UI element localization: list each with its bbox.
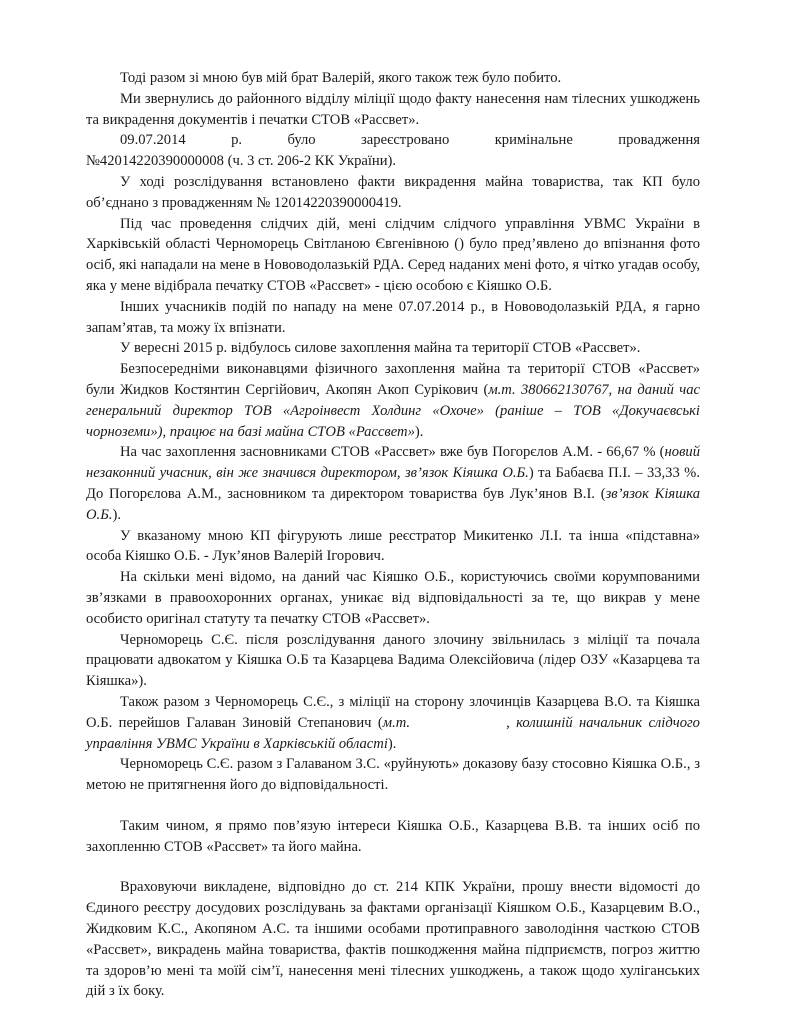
- executors-note: м.т. 380662130767, на даний час генеральний директор ТОВ «Агроінвест Холдинг «Охоче» (раніше – ТОВ «Докучаєвські чорноземи»), працює на базі майна СТОВ «Рассвет»: [86, 381, 701, 440]
- paragraph-executors: Безпосередніми виконавцями фізичного захоплення майна та території СТОВ «Рассвет» були Жидков Костянтин Сергійович, Акопян Акоп Сурікович (м.т. 380662130767, на даний час генеральний директор ТОВ «Агроінвест Холдинг «Охоче» (раніше – ТОВ «Докучаєвські чорноземи»), працює на базі майна СТОВ «Рассвет»).: [86, 361, 701, 440]
- paragraph-seizure: У вересні 2015 р. відбулось силове захоплення майна та території СТОВ «Рассвет».: [120, 340, 641, 357]
- registration-word-r: р.: [231, 132, 243, 149]
- galavan-phone-label: м.т.: [382, 714, 411, 731]
- paragraph-evidence: Черноморець С.Є. разом з Галаваном З.С. «руйнують» доказову базу стосовно Кіяшка О.Б., з метою не притягнення його до відповідальності.: [86, 756, 700, 794]
- paragraph-other-participants: Інших учасників подій по нападу на мене 07.07.2014 р., в Нововодолазькій РДА, я гарно запам’ятав, та можу їх впізнати.: [86, 298, 700, 336]
- paragraph-lawyer: Черноморець С.Є. після розслідування даного злочину звільнилась з міліції та почала працювати адвокатом у Кіяшка О.Б та Казарцева Вадима Олексійовича (лідер ОЗУ «Казарцева та Кіяшка»).: [86, 631, 700, 690]
- section-gap: [86, 857, 700, 877]
- section-gap: [86, 796, 700, 816]
- registration-word-criminal: кримінальне: [494, 132, 573, 149]
- founders-note-2: зв’язок Кіяшка О.Б.: [86, 485, 700, 523]
- registration-first-line: [86, 130, 700, 151]
- founders-note-1: новий незаконний учасник, він же значився директором, зв’язок Кіяшка О.Б.: [86, 444, 700, 482]
- registration-word-proceeding: провадження: [618, 132, 700, 149]
- registration-number: №42014220390000008 (ч. 3 ст. 206-2 КК України).: [86, 153, 397, 170]
- registration-word-registered: зареєстровано: [361, 132, 450, 149]
- paragraph-request: Враховуючи викладене, відповідно до ст. 214 КПК України, прошу внести відомості до Єдиного реєстру досудових розслідувань за фактами організації Кіяшком О.Б., Казарцевим В.О., Жидковим К.С., Акопяном А.С. та іншими особами протиправного заволодіння часткою СТОВ «Рассвет», викрадень майна товариства, фактів пошкодження майна підприємств, погроз життю та здоров’ю мені та моїй сім’ї, нанесення мені тілесних ушкоджень, а також щодо хуліганських дій з їх боку.: [86, 879, 700, 1000]
- paragraph-police-appeal: Ми звернулись до районного відділу міліції щодо факту нанесення нам тілесних ушкоджень та викрадення документів і печатки СТОВ «Рассвет».: [86, 90, 700, 128]
- paragraph-registrar: У вказаному мною КП фігурують лише реєстратор Микитенко Л.І. та інша «підставна» особа Кіяшко О.Б. - Лук’янов Валерій Ігорович.: [86, 527, 700, 565]
- paragraph-conclusion: Таким чином, я прямо пов’язую інтереси Кіяшка О.Б., Казарцева В.В. та інших осіб по захопленню СТОВ «Рассвет» та його майна.: [86, 817, 700, 855]
- paragraph-galavan: Також разом з Черноморець С.Є., з міліції на сторону злочинців Казарцева В.О. та Кіяшка О.Б. перейшов Галаван Зиновій Степанович (м.т. , колишній начальник слідчого управління УВМС України в Харківській області).: [86, 693, 700, 752]
- paragraph-founders: На час захоплення засновниками СТОВ «Рассвет» вже був Погорєлов А.М. - 66,67 % (новий незаконний учасник, він же значився директором, зв’язок Кіяшка О.Б.) та Бабаєва П.І. – 33,33 %. До Погорєлова А.М., засновником та директором товариства був Лук’янов В.І. (зв’язок Кіяшка О.Б.).: [86, 444, 700, 523]
- registration-date: 09.07.2014: [120, 132, 186, 149]
- paragraph-corruption: На скільки мені відомо, на даний час Кіяшко О.Б., користуючись своїми корумпованими зв’язками в правоохоронних органах, уникає від відповідальності за те, що викрав у мене особисто оригінал статуту та печатку СТОВ «Рассвет».: [86, 569, 700, 627]
- registration-word-bulo: було: [287, 132, 316, 149]
- paragraph-registration: [86, 130, 700, 172]
- paragraph-investigation: У ході розслідування встановлено факти викрадення майна товариства, так КП було об’єднано з провадженням № 12014220390000419.: [86, 173, 700, 211]
- paragraph-brother: Тоді разом зі мною був мій брат Валерій, якого також теж було побито.: [120, 70, 562, 86]
- paragraph-identification: Під час проведення слідчих дій, мені слідчим слідчого управління УВМС України в Харківській області Черноморець Світланою Євгенівною () було пред’явлено до впізнання фото осіб, які нападали на мене в Нововодолазькій РДА. Серед наданих мені фото, я чітко угадав особу, яка у мене відібрала печатку СТОВ «Рассвет» - цією особою є Кіяшко О.Б.: [86, 215, 700, 294]
- galavan-note: , колишній начальник слідчого управління УВМС України в Харківській області: [86, 714, 700, 752]
